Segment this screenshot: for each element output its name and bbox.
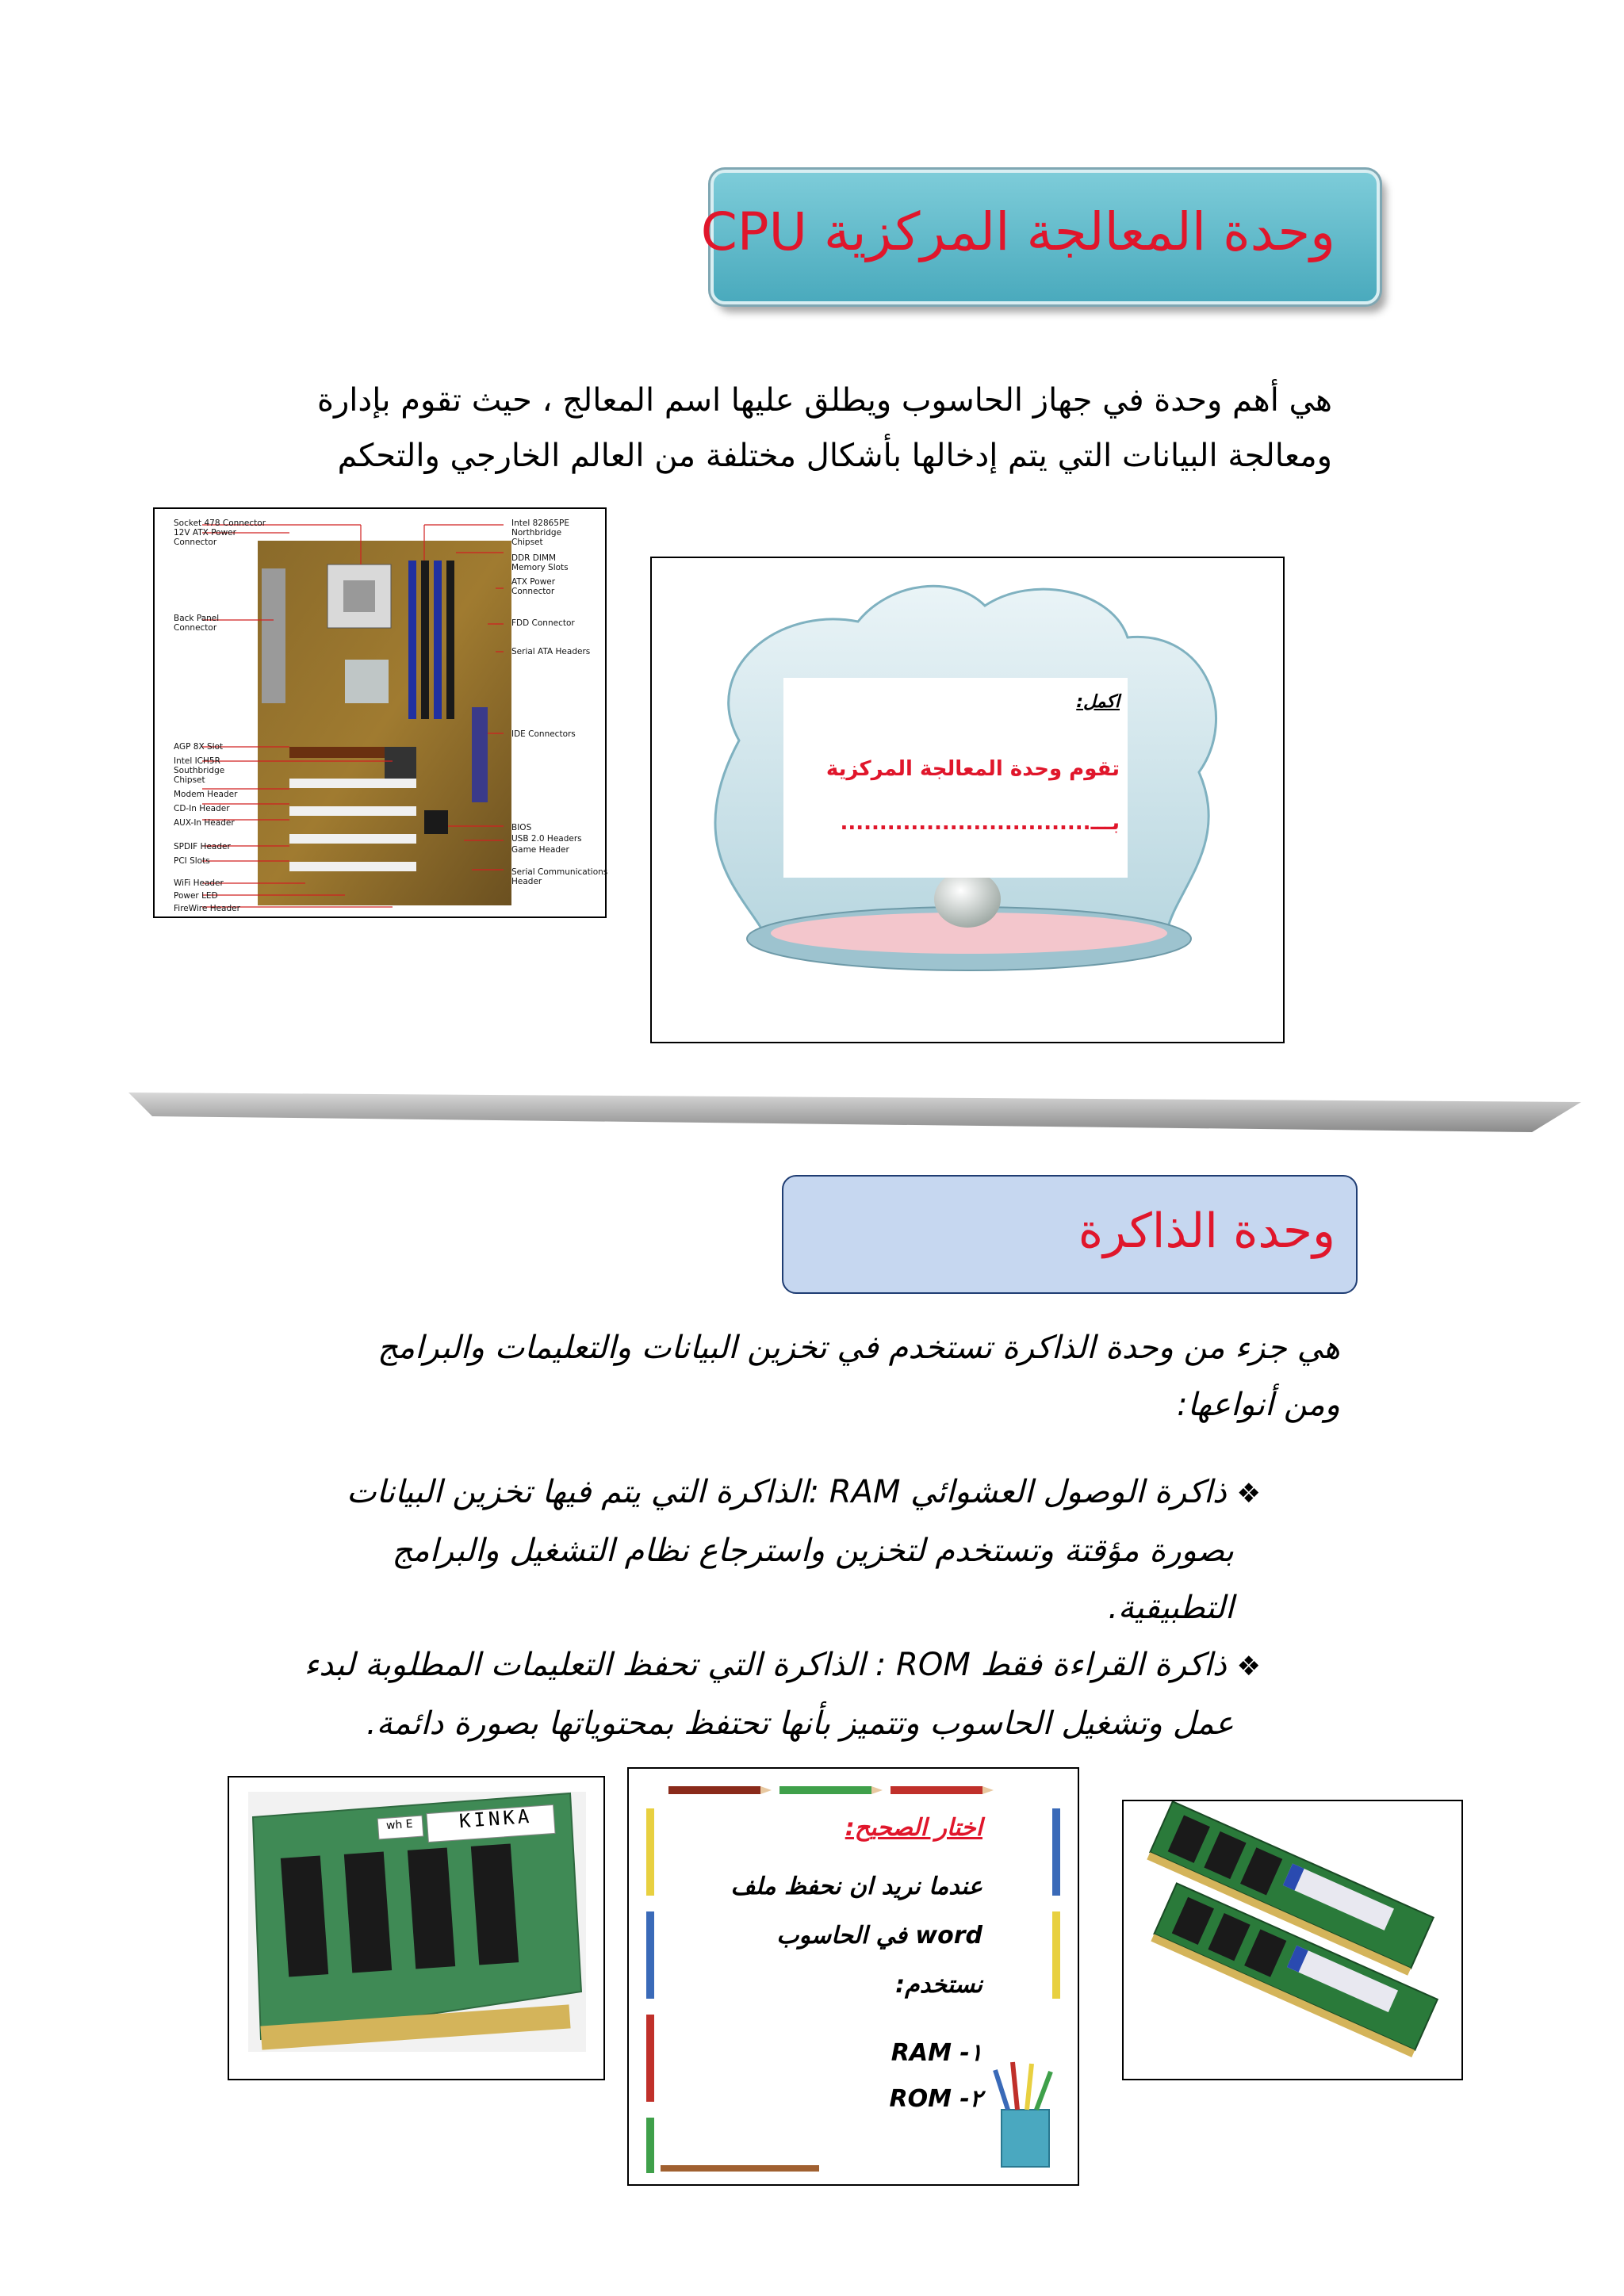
rom-chip-image xyxy=(228,1776,605,2080)
mb-label: DDR DIMM xyxy=(511,553,557,563)
mb-label: PCI Slots xyxy=(174,856,210,866)
memory-types-list xyxy=(270,1464,1261,1752)
mb-label: Southbridge xyxy=(174,766,225,775)
mb-label: Chipset xyxy=(174,775,205,785)
ram-line3: التطبيقية. xyxy=(1108,1590,1234,1626)
memory-intro-line2: ومن أنواعها: xyxy=(1177,1387,1340,1423)
memory-intro xyxy=(301,1319,1340,1433)
rom-line1: ذاكرة القراءة فقط ROM : الذاكرة التي تحفظ التعليمات المطلوبة لبدء xyxy=(304,1647,1227,1683)
mb-label: Header xyxy=(511,877,542,886)
mb-label: Intel ICH5R xyxy=(174,756,220,766)
mb-label: BIOS xyxy=(511,823,532,832)
mb-label: IDE Connectors xyxy=(511,729,576,739)
mb-label: Modem Header xyxy=(174,790,238,799)
mb-label: Northbridge xyxy=(511,528,562,538)
memory-title: وحدة الذاكرة xyxy=(1078,1203,1335,1259)
cpu-description xyxy=(238,373,1332,484)
rom-sticker-small: wh E xyxy=(385,1817,414,1833)
shell-line1: تقوم وحدة المعالجة المركزية xyxy=(825,757,1120,781)
quiz-option-1[interactable]: RAM -١ xyxy=(891,2039,982,2067)
diamond-bullet-icon: ❖ xyxy=(1236,1478,1261,1510)
memory-intro-line1: هي جزء من وحدة الذاكرة تستخدم في تخزين البيانات والتعليمات والبرامج xyxy=(377,1330,1340,1366)
quiz-question-line2: word في الحاسوب xyxy=(776,1922,982,1950)
ram-modules-illustration xyxy=(1124,1801,1461,2079)
mb-label: Socket 478 Connector xyxy=(174,519,266,528)
mb-label: FDD Connector xyxy=(511,618,575,628)
mb-label: Game Header xyxy=(511,845,569,855)
mb-label: 12V ATX Power xyxy=(174,528,236,538)
mb-label: FireWire Header xyxy=(174,904,240,913)
mb-label: CD-In Header xyxy=(174,804,230,813)
mb-label: Intel 82865PE xyxy=(511,519,569,528)
shell-activity-card xyxy=(783,678,1128,878)
section-divider xyxy=(128,1093,1581,1132)
diamond-bullet-icon: ❖ xyxy=(1236,1651,1261,1682)
cpu-title: وحدة المعالجة المركزية CPU xyxy=(700,201,1335,262)
mb-label: Connector xyxy=(511,587,555,596)
memory-title-box xyxy=(782,1175,1358,1294)
mb-label: Memory Slots xyxy=(511,563,569,572)
ram-line2: بصورة مؤقتة وتستخدم لتخزين واسترجاع نظام التشغيل والبرامج xyxy=(392,1533,1234,1569)
mb-label: SPDIF Header xyxy=(174,842,231,851)
mb-label: Connector xyxy=(174,623,217,633)
cpu-description-line2: ومعالجة البيانات التي يتم إدخالها بأشكال مختلفة من العالم الخارجي والتحكم xyxy=(337,438,1332,474)
mb-label: Serial ATA Headers xyxy=(511,647,591,656)
quiz-question-line1: عندما نريد ان نحفظ ملف xyxy=(730,1873,982,1900)
ram-bullet xyxy=(270,1464,1261,1636)
quiz-option-2[interactable]: ROM -٢ xyxy=(889,2085,982,2113)
rom-line2: عمل وتشغيل الحاسوب وتتميز بأنها تحتفظ بمحتوياتها بصورة دائمة. xyxy=(366,1705,1234,1742)
mb-label: Serial Communications xyxy=(511,867,608,877)
mb-label: WiFi Header xyxy=(174,878,224,888)
cpu-description-line1: هي أهم وحدة في جهاز الحاسوب ويطلق عليها اسم المعالج ، حيث تقوم بإدارة xyxy=(317,382,1332,419)
shell-line2: بـــ................................ xyxy=(840,811,1120,835)
motherboard-image xyxy=(153,507,607,918)
mb-label: AUX-In Header xyxy=(174,818,235,828)
mb-label: ATX Power xyxy=(511,577,556,587)
mb-label: Chipset xyxy=(511,538,543,547)
mb-label: USB 2.0 Headers xyxy=(511,834,582,844)
quiz-heading: اختار الصحيح: xyxy=(845,1814,982,1842)
rom-chip-illustration xyxy=(229,1777,603,2079)
ram-line1: ذاكرة الوصول العشوائي RAM :الذاكرة التي يتم فيها تخزين البيانات xyxy=(346,1474,1227,1510)
cpu-title-box xyxy=(700,170,1380,304)
mb-label: AGP 8X Slot xyxy=(174,742,224,752)
mb-label: Connector xyxy=(174,538,217,547)
rom-sticker: KINKA xyxy=(458,1804,534,1833)
mb-label: Power LED xyxy=(174,891,218,901)
mb-label: Back Panel xyxy=(174,614,220,623)
quiz-question-line3: نستخدم: xyxy=(895,1971,982,1999)
shell-heading: اكمل: xyxy=(1076,692,1120,712)
quiz-card xyxy=(627,1767,1079,2186)
rom-bullet xyxy=(270,1636,1261,1752)
ram-image xyxy=(1122,1800,1463,2080)
